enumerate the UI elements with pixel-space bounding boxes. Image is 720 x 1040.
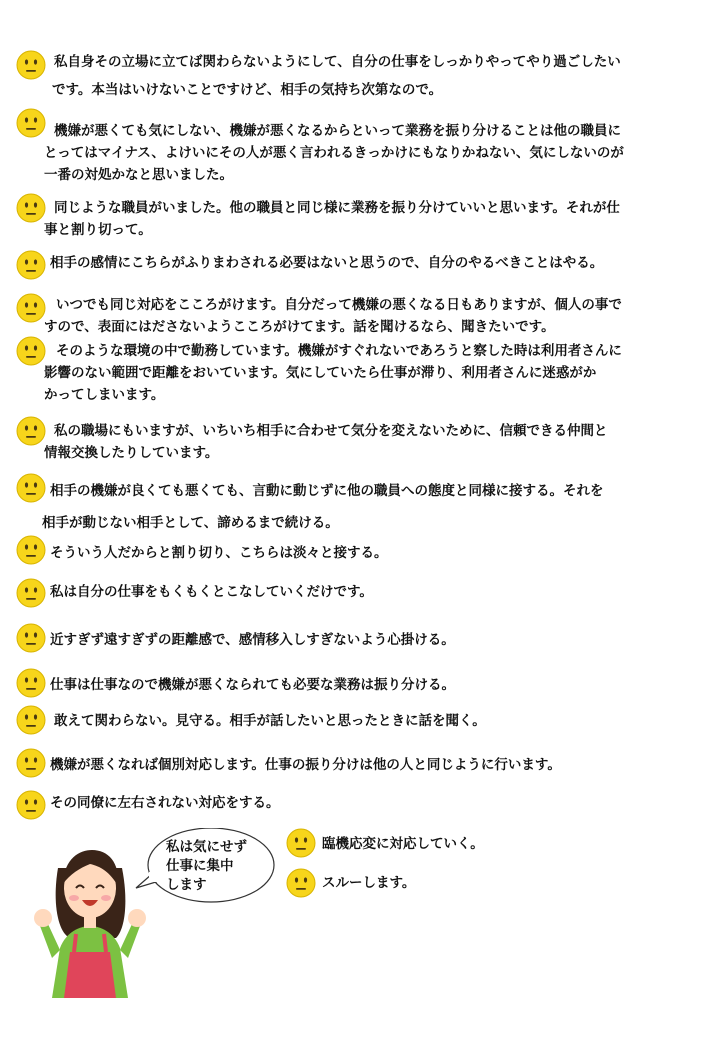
neutral-face-icon	[16, 668, 46, 698]
neutral-face-icon	[16, 108, 46, 138]
comment-5: いつでも同じ対応をこころがけます。自分だって機嫌の悪くなる日もありますが、個人の事で すので、表面にはださないようこころがけてます。話を聞けるなら、聞きたいです。	[44, 297, 622, 335]
neutral-face-icon	[16, 623, 46, 653]
comment-3: 同じような職員がいました。他の職員と同じ様に業務を振り分けていいと思います。それが仕 事と割り切って。	[44, 200, 620, 238]
comment-10: 私は自分の仕事をもくもくとこなしていくだけです。	[50, 584, 373, 600]
neutral-face-icon	[16, 790, 46, 820]
neutral-face-icon	[16, 473, 46, 503]
comment-11: 近すぎず遠すぎずの距離感で、感情移入しすぎないよう心掛ける。	[50, 632, 455, 648]
neutral-face-icon	[16, 293, 46, 323]
neutral-face-icon	[16, 535, 46, 565]
comment-6: そのような環境の中で勤務しています。機嫌がすぐれないであろうと察した時は利用者さんに 影響のない範囲で距離をおいています。気にしていたら仕事が滞り、利用者さんに迷惑がか かってしまいます。	[44, 343, 622, 403]
neutral-face-icon	[286, 828, 316, 858]
speech-bubble-text: 私は気にせず 仕事に集中 します	[166, 839, 247, 893]
comment-17: スルーします。	[322, 875, 416, 891]
woman-in-apron-illustration	[30, 828, 290, 998]
comment-4: 相手の感情にこちらがふりまわされる必要はないと思うので、自分のやるべきことはやる。	[50, 255, 604, 271]
neutral-face-icon	[286, 868, 316, 898]
neutral-face-icon	[16, 193, 46, 223]
comment-8: 相手の機嫌が良くても悪くても、言動に動じずに他の職員への態度と同様に接する。それを 相手が動じない相手として、諦めるまで続ける。	[42, 483, 604, 531]
neutral-face-icon	[16, 748, 46, 778]
comment-14: 機嫌が悪くなれば個別対応します。仕事の振り分けは他の人と同じように行います。	[50, 757, 561, 773]
comment-9: そういう人だからと割り切り、こちらは淡々と接する。	[50, 545, 388, 561]
neutral-face-icon	[16, 705, 46, 735]
comment-12: 仕事は仕事なので機嫌が悪くなられても必要な業務は振り分ける。	[50, 677, 455, 693]
neutral-face-icon	[16, 336, 46, 366]
comment-2: 機嫌が悪くても気にしない、機嫌が悪くなるからといって業務を振り分けることは他の職員に とってはマイナス、よけいにその人が悪く言われるきっかけにもなりかねない、気にしないのが 一番の対処かなと思いました。	[44, 123, 624, 183]
neutral-face-icon	[16, 250, 46, 280]
comment-15: その同僚に左右されない対応をする。	[50, 795, 280, 811]
comment-13: 敢えて関わらない。見守る。相手が話したいと思ったときに話を聞く。	[54, 713, 486, 729]
neutral-face-icon	[16, 416, 46, 446]
neutral-face-icon	[16, 50, 46, 80]
neutral-face-icon	[16, 578, 46, 608]
comment-16: 臨機応変に対応していく。	[322, 836, 484, 852]
comment-7: 私の職場にもいますが、いちいち相手に合わせて気分を変えないために、信頼できる仲間と 情報交換したりしています。	[44, 423, 608, 461]
comment-1: 私自身その立場に立てば関わらないようにして、自分の仕事をしっかりやってやり過ごしたい です。本当はいけないことですけど、相手の気持ち次第なので。	[52, 54, 621, 98]
